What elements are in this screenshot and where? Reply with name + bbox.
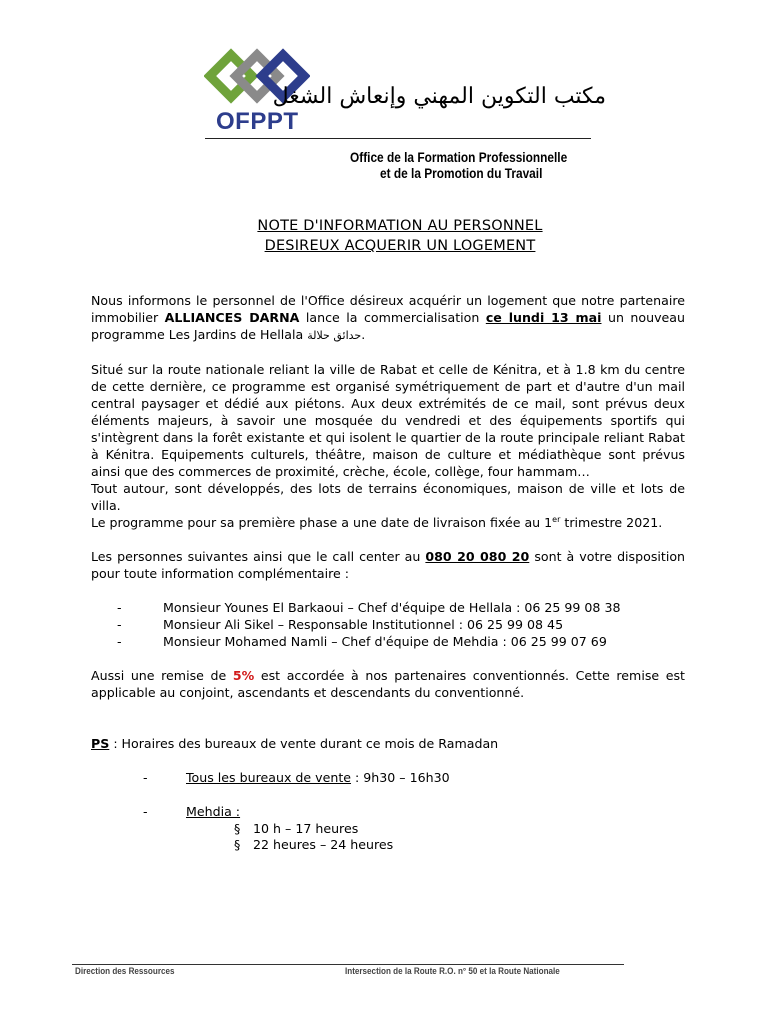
discount-value: 5% bbox=[232, 668, 255, 683]
office-name-line1: Office de la Formation Professionnelle bbox=[350, 150, 568, 165]
ps-text: : Horaires des bureaux de vente durant ce mois de Ramadan bbox=[109, 736, 499, 751]
delivery-paragraph bbox=[91, 514, 685, 531]
contact-item bbox=[91, 616, 685, 633]
document-title-line2: DESIREUX ACQUERIR UN LOGEMENT bbox=[264, 238, 536, 254]
contact-intro bbox=[91, 548, 685, 582]
section-bullet-icon: § bbox=[234, 837, 241, 852]
arabic-program-name: حدائق حلالة bbox=[307, 329, 362, 342]
all-offices-hours bbox=[91, 769, 685, 786]
intro-text-c: un nouveau programme Les Jardins de Hellala bbox=[91, 310, 685, 342]
office-name-line2: et de la Promotion du Travail bbox=[380, 166, 543, 181]
all-offices-time: : 9h30 – 16h30 bbox=[351, 770, 450, 785]
section-bullet-icon: § bbox=[234, 821, 241, 836]
arabic-office-name: مكتب التكوين المهني وإنعاش الشغل bbox=[272, 84, 606, 109]
call-center-number: 080 20 080 20 bbox=[425, 549, 530, 564]
intro-end: . bbox=[361, 327, 366, 342]
list-dash: - bbox=[143, 770, 148, 785]
document-body bbox=[91, 292, 685, 852]
all-offices-label: Tous les bureaux de vente bbox=[186, 770, 352, 785]
delivery-sup: er bbox=[552, 514, 561, 524]
partner-name: ALLIANCES DARNA bbox=[164, 310, 300, 325]
contact-person-2: Monsieur Ali Sikel – Responsable Institutionnel : 06 25 99 08 45 bbox=[163, 617, 564, 632]
list-dash: - bbox=[143, 804, 148, 819]
intro-text-b: lance la commercialisation bbox=[299, 310, 486, 325]
footer-left-text: Direction des Ressources bbox=[75, 966, 175, 976]
contact-person-3: Monsieur Mohamed Namli – Chef d'équipe de Mehdia : 06 25 99 07 69 bbox=[163, 634, 607, 649]
footer-divider bbox=[72, 964, 624, 965]
discount-text-b: est accordée à nos partenaires conventionnés. Cette remise est applicable au conjoint, ascendants et descendants du conventionné. bbox=[91, 668, 685, 700]
logo-text: OFPPT bbox=[216, 108, 299, 135]
contact-text-a: Les personnes suivantes ainsi que le call center au bbox=[91, 549, 426, 564]
list-dash: - bbox=[117, 600, 122, 615]
intro-paragraph bbox=[91, 292, 685, 344]
list-dash: - bbox=[117, 634, 122, 649]
mehdia-hours-2: 22 heures – 24 heures bbox=[253, 837, 394, 852]
mehdia-label: Mehdia : bbox=[186, 804, 241, 819]
header-divider bbox=[205, 138, 591, 139]
mehdia-hours bbox=[91, 803, 685, 820]
footer-right-text: Intersection de la Route R.O. n° 50 et la Route Nationale bbox=[345, 966, 560, 976]
launch-date: ce lundi 13 mai bbox=[485, 310, 602, 325]
contact-text-b: sont à votre disposition pour toute information complémentaire : bbox=[91, 549, 686, 581]
contact-person-1: Monsieur Younes El Barkaoui – Chef d'équipe de Hellala : 06 25 99 08 38 bbox=[163, 600, 621, 615]
delivery-text-a: Le programme pour sa première phase a une date de livraison fixée au 1 bbox=[91, 515, 553, 530]
ps-label: PS bbox=[91, 736, 110, 751]
discount-text-a: Aussi une remise de bbox=[91, 668, 233, 683]
list-dash: - bbox=[117, 617, 122, 632]
ps-line bbox=[91, 735, 685, 752]
intro-text-a: Nous informons le personnel de l'Office désireux acquérir un logement que notre partenaire immobilier bbox=[91, 293, 685, 325]
mehdia-hours-item bbox=[91, 820, 685, 836]
delivery-text-b: trimestre 2021. bbox=[560, 515, 663, 530]
document-title-line1: NOTE D'INFORMATION AU PERSONNEL bbox=[257, 218, 543, 234]
contact-item bbox=[91, 633, 685, 650]
mehdia-hours-1: 10 h – 17 heures bbox=[253, 821, 359, 836]
surroundings-paragraph: Tout autour, sont développés, des lots de terrains économiques, maison de ville et lots de villa. bbox=[91, 481, 685, 513]
contact-item bbox=[91, 599, 685, 616]
contact-list bbox=[91, 599, 685, 650]
description-paragraph: Situé sur la route nationale reliant la ville de Rabat et celle de Kénitra, et à 1.8 km du centre de cette dernière, ce programme est organisé symétriquement de part et d'autre d'un mail central paysager et dédié aux piétons. Aux deux extrémités de ce mail, sont prévus deux éléments majeurs, à savoir une mosquée du vendredi et des équipements sportifs qui s'intègrent dans la forêt existante et qui isolent le quartier de la route principale reliant Rabat à Kénitra. Equipements culturels, théâtre, maison de culture et médiathèque sont prévus ainsi que des commerces de proximité, crèche, école, collège, four hammam… bbox=[91, 362, 685, 479]
discount-paragraph bbox=[91, 667, 685, 701]
mehdia-hours-item bbox=[91, 836, 685, 852]
